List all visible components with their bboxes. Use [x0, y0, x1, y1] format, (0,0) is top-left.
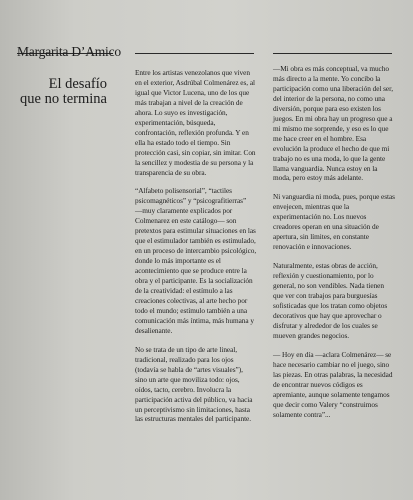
paragraph [273, 64, 399, 183]
paragraph [273, 261, 399, 341]
text-line: que el estimulador también es estimulado, [135, 236, 256, 246]
text-line: donde lo más importante es el [135, 256, 221, 266]
text-line: acontecimiento que se produce entre la [135, 266, 247, 276]
text-line: un perceptivismo sin limitaciones, hasta [135, 404, 250, 414]
text-line: juegos. En mi obra hay un progreso que a [273, 113, 393, 123]
text-line: participación activa del público, va hacia [135, 394, 253, 404]
text-line: decorativos que hay que aprovechar o [273, 310, 382, 320]
text-line: igual que Victor Lucena, uno de los que [135, 87, 250, 97]
text-line: trabajo no es una moda, lo que la gente [273, 153, 386, 163]
paragraph [135, 345, 261, 425]
author-name: Margarita D’Amico [17, 44, 121, 59]
text-line: apertura, sin límites, en constante [273, 232, 369, 242]
text-line: “Alfabeto polisensorial”, “tactiles [135, 186, 232, 196]
text-line: transparencia de su obra. [135, 167, 207, 177]
text-line: más trabajan a nivel de la creación de [135, 97, 243, 107]
header-rule-middle [135, 53, 254, 54]
text-line: la sencillez y modestia de su persona y la [135, 157, 254, 167]
text-line: Naturalmente, estas obras de acción, [273, 261, 378, 271]
text-line: del interior de la persona, no como una [273, 93, 385, 103]
text-line: (todavía se habla de “artes visuales”), [135, 364, 243, 374]
text-line: —Mi obra es más conceptual, va mucho [273, 64, 389, 73]
text-line: de encontrar nuevos códigos es [273, 379, 363, 389]
text-line: creadores operan en una situación de [273, 222, 379, 232]
text-line: — Hoy en día —aclara Colmenárez— se [273, 349, 392, 359]
text-line: hace necesario cambiar no el juego, sino [273, 359, 390, 369]
text-line: las estructuras mentales del participante. [135, 414, 252, 424]
text-line: mi mismo me sorprende, y eso es lo que [273, 123, 389, 133]
text-line: en el exterior, Asdrúbal Colmenárez es, al [135, 77, 255, 87]
text-line: llama vanguardia. Nunca estoy en la [273, 163, 378, 173]
text-line: sino un arte que moviliza todo: ojos, [135, 374, 240, 384]
text-line: obra y el participante. Es la socialización [135, 276, 253, 286]
text-line: creaciones colectivas, al arte hecho por [135, 295, 248, 305]
text-line: moda, pero estoy más adelante. [273, 173, 364, 183]
text-line: en un proceso de intercambio psicológico, [135, 246, 257, 256]
text-line: experimentación no. Los nuevos [273, 212, 367, 222]
text-line: ahora. Lo suyo es investigación, [135, 107, 228, 117]
article-title [7, 77, 107, 107]
text-line: experimentación, búsqueda, [135, 117, 216, 127]
title-line-1: El desafío [48, 76, 107, 92]
text-line: oídos, tacto, cerebro. Involucra la [135, 384, 232, 394]
text-line: general, no son vendibles. Nada tienen [273, 281, 384, 291]
text-line: renovación e innovaciones. [273, 242, 352, 252]
text-line: las piezas. En otras palabras, la necesidad [273, 369, 393, 379]
header-rule-right [273, 53, 392, 54]
paragraph [273, 350, 399, 420]
text-line: Entre los artistas venezolanos que viven [135, 68, 250, 77]
paragraph [273, 192, 399, 252]
text-line: sofisticadas que los tratan como objetos [273, 300, 388, 310]
text-line: comunicación más íntima, más humana y [135, 315, 254, 325]
text-line: de la creatividad: el estímulo a las [135, 286, 233, 296]
text-line: desalienante. [135, 325, 173, 335]
text-line: apremiante, aunque solamente tengamos [273, 389, 390, 399]
text-line: envejecen, mientras que la [273, 202, 350, 212]
title-line-2: que no termina [20, 91, 107, 107]
text-line: evolución la produce el hecho de que mi [273, 143, 390, 153]
text-line: tradicional, realizado para los ojos [135, 354, 234, 364]
text-line: más directo a la mente. Yo concibo la [273, 73, 381, 83]
text-line: Ni vanguardia ni moda, pues, porque estas [273, 192, 395, 202]
text-line: psicomagnéticos” y “psicografitierras” [135, 196, 247, 206]
paragraph [135, 186, 261, 335]
text-line: Colmenarez en este catálogo— son [135, 216, 237, 226]
text-line: mueven grandes negocios. [273, 330, 350, 340]
text-column-2 [273, 64, 399, 428]
text-line: confrontación, reflexión profunda. Y en [135, 127, 249, 137]
text-line: reflexión y cuestionamiento, por lo [273, 271, 374, 281]
text-line: protección casi, sin copiar, sin imitar. Con [135, 147, 256, 157]
text-line: que ver con trabajos para burguesías [273, 291, 378, 301]
text-line: disfrutar y alrededor de los cuales se [273, 320, 378, 330]
text-line: solamente contra”... [273, 409, 331, 419]
text-line: todo el mundo; estímulo también a una [135, 305, 248, 315]
text-column-1 [135, 68, 261, 433]
text-line: me hace creer en el hombre. Esa [273, 133, 367, 143]
text-line: diversión, porque para eso existen los [273, 103, 381, 113]
paragraph [135, 68, 261, 177]
text-line: que decir como Valery “construimos [273, 399, 378, 409]
text-line: pretextos para estimular situaciones en las [135, 226, 256, 236]
text-line: —muy claramente explicados por [135, 206, 233, 216]
text-line: participación como una liberación del ser, [273, 83, 393, 93]
text-line: ella ha estado todo el tiempo. Sin [135, 137, 231, 147]
text-line: No se trata de un tipo de arte lineal, [135, 344, 238, 354]
